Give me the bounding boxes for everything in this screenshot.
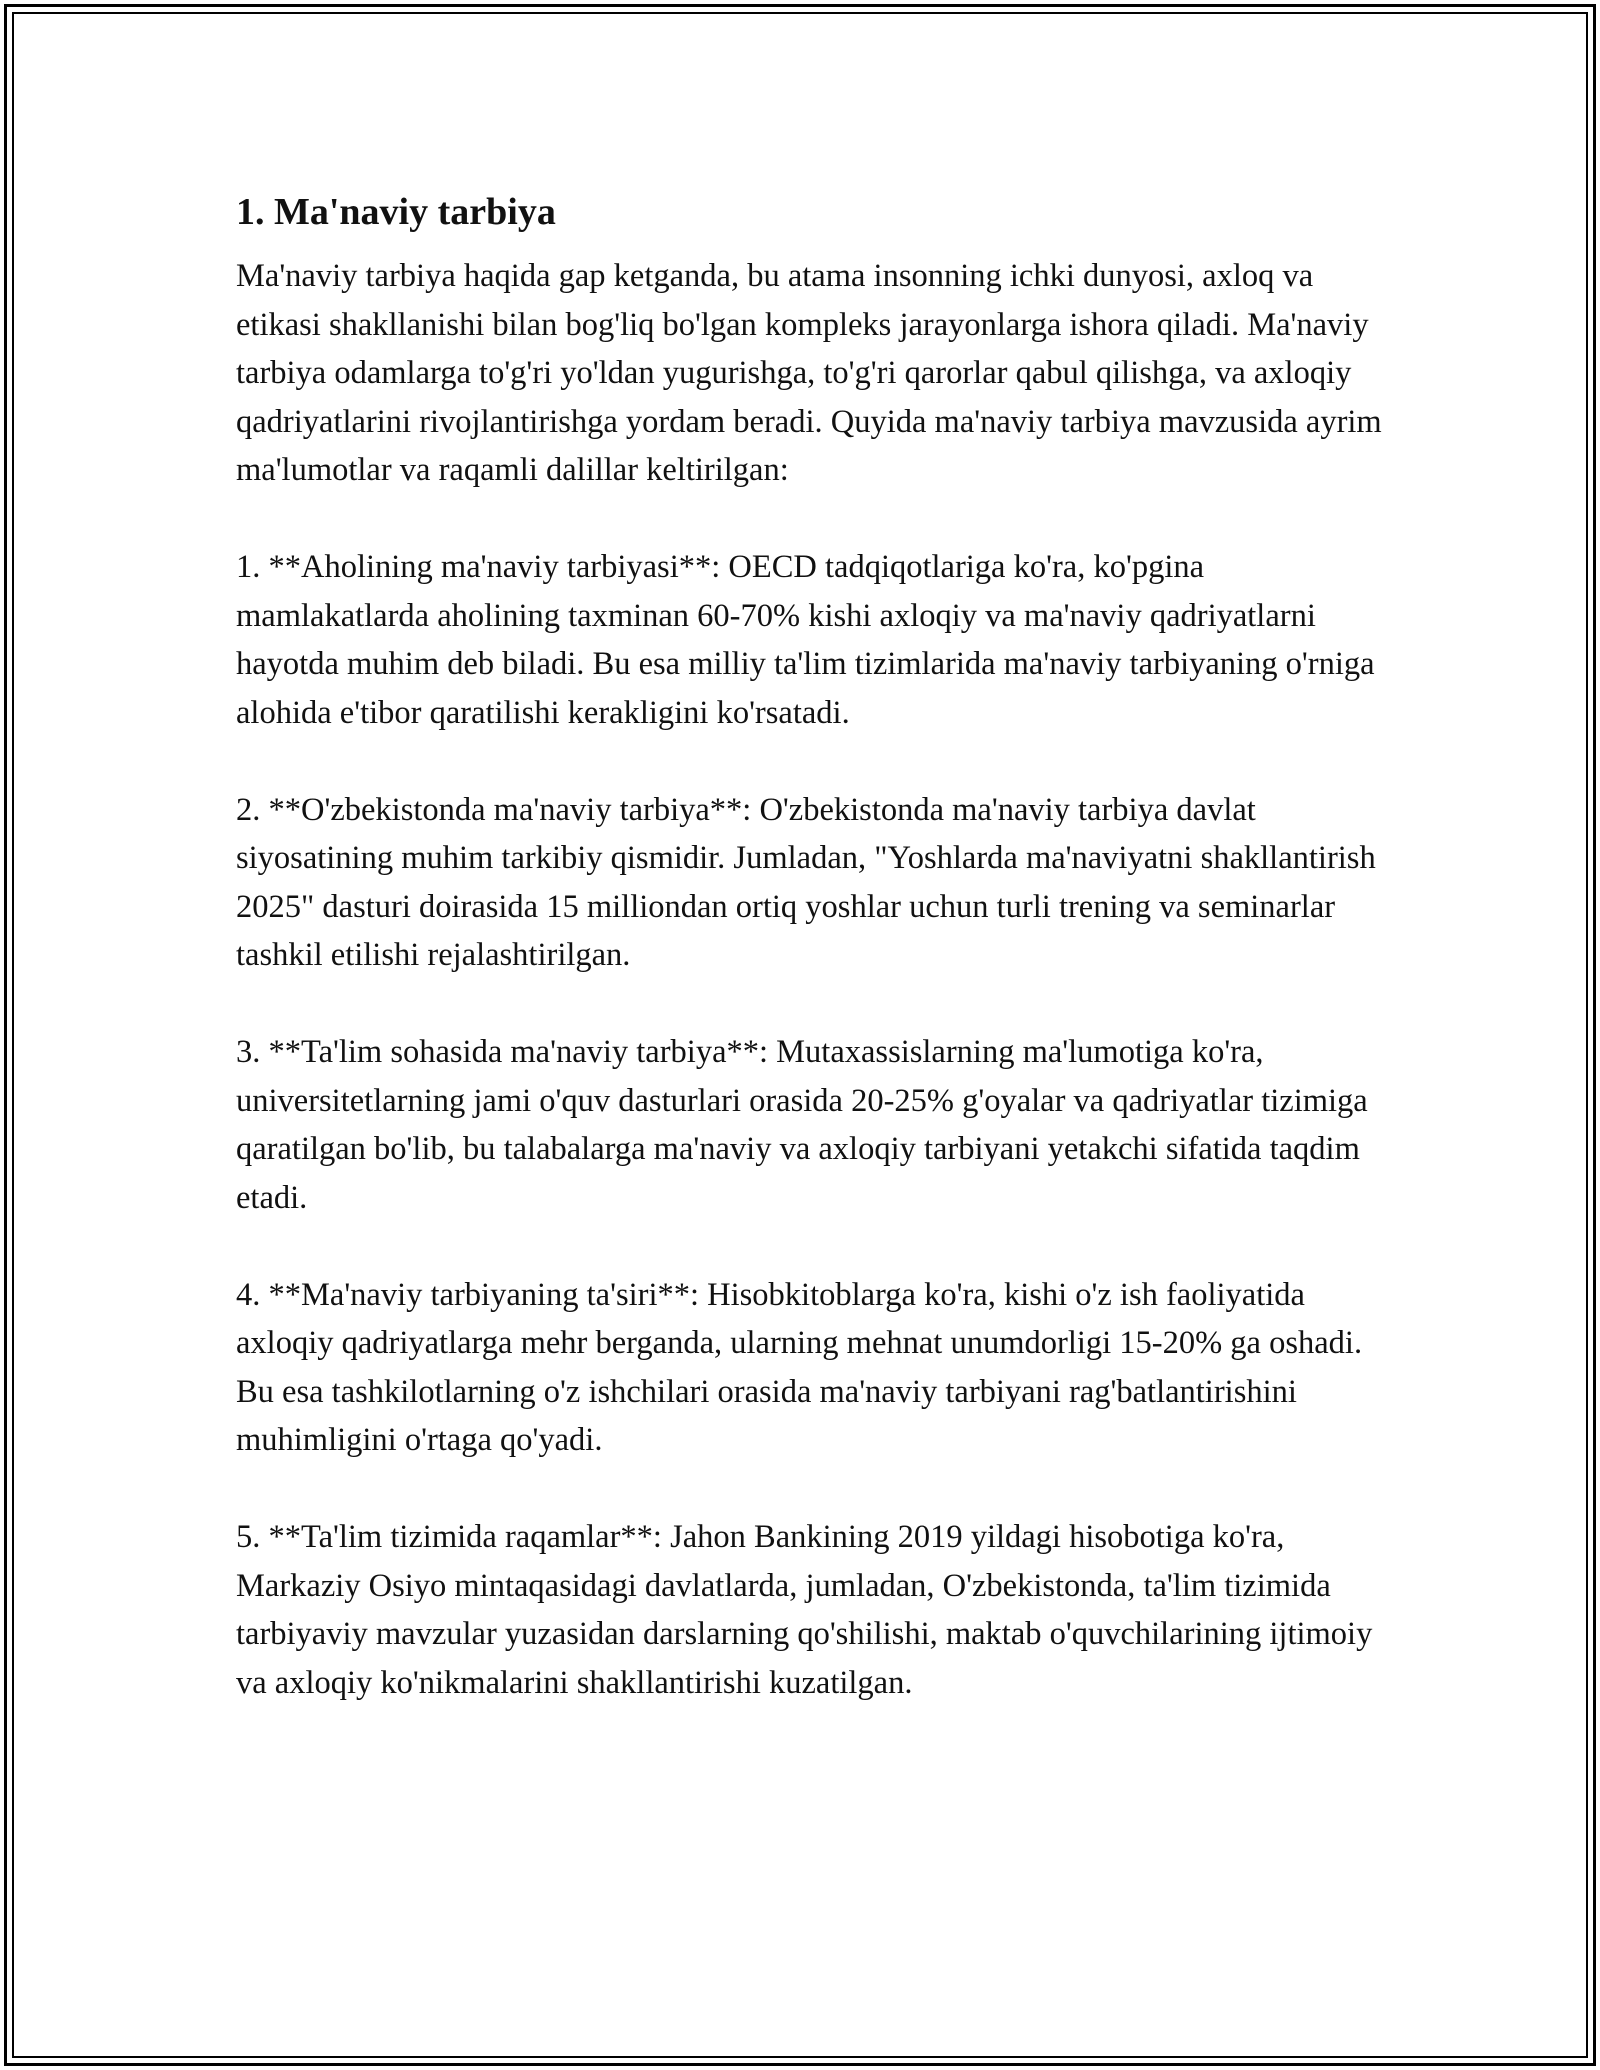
list-item-1: 1. **Aholining ma'naviy tarbiyasi**: OECD tadqiqotlariga ko'ra, ko'pgina mamlakatlarda aholining taxminan 60-70% kishi axloqiy va ma'naviy qadriyatlarni hayotda muhim deb biladi. Bu esa milliy ta'lim tizimlarida ma'naviy tarbiyaning o'rniga alohida e'tibor qaratilishi kerakligini ko'rsatadi.	[236, 549, 1375, 731]
document-body	[236, 186, 1396, 1707]
list-item-4: 4. **Ma'naviy tarbiyaning ta'siri**: Hisobkitoblarga ko'ra, kishi o'z ish faoliyatida axloqiy qadriyatlarga mehr berganda, ularning mehnat unumdorligi 15-20% ga oshadi. Bu esa tashkilotlarning o'z ishchilari orasida ma'naviy tarbiyani rag'batlantirishini muhimligini o'rtaga qo'yadi.	[236, 1276, 1363, 1458]
list-item-5: 5. **Ta'lim tizimida raqamlar**: Jahon Bankining 2019 yildagi hisobotiga ko'ra, Markaziy Osiyo mintaqasidagi davlatlarda, jumladan, O'zbekistonda, ta'lim tizimida tarbiyaviy mavzular yuzasidan darslarning qo'shilishi, maktab o'quvchilarining ijtimoiy va axloqiy ko'nikmalarini shakllantirishi kuzatilgan.	[236, 1519, 1373, 1701]
list-item-3: 3. **Ta'lim sohasida ma'naviy tarbiya**: Mutaxassislarning ma'lumotiga ko'ra, universitetlarning jami o'quv dasturlari orasida 20-25% g'oyalar va qadriyatlar tizimiga qaratilgan bo'lib, bu talabalarga ma'naviy va axloqiy tarbiyani yetakchi sifatida taqdim etadi.	[236, 1034, 1368, 1216]
section-title: 1. Ma'naviy tarbiya	[236, 191, 556, 233]
list-item-2: 2. **O'zbekistonda ma'naviy tarbiya**: O'zbekistonda ma'naviy tarbiya davlat siyosatining muhim tarkibiy qismidir. Jumladan, "Yoshlarda ma'naviyatni shakllantirish 2025" dasturi doirasida 15 milliondan ortiq yoshlar uchun turli trening va seminarlar tashkil etilishi rejalashtirilgan.	[236, 791, 1376, 973]
intro-paragraph: Ma'naviy tarbiya haqida gap ketganda, bu atama insonning ichki dunyosi, axloq va etikasi shakllanishi bilan bog'liq bo'lgan kompleks jarayonlarga ishora qiladi. Ma'naviy tarbiya odamlarga to'g'ri yo'ldan yugurishga, to'g'ri qarorlar qabul qilishga, va axloqiy qadriyatlarini rivojlantirishga yordam beradi. Quyida ma'naviy tarbiya mavzusida ayrim ma'lumotlar va raqamli dalillar keltirilgan:	[236, 258, 1382, 488]
